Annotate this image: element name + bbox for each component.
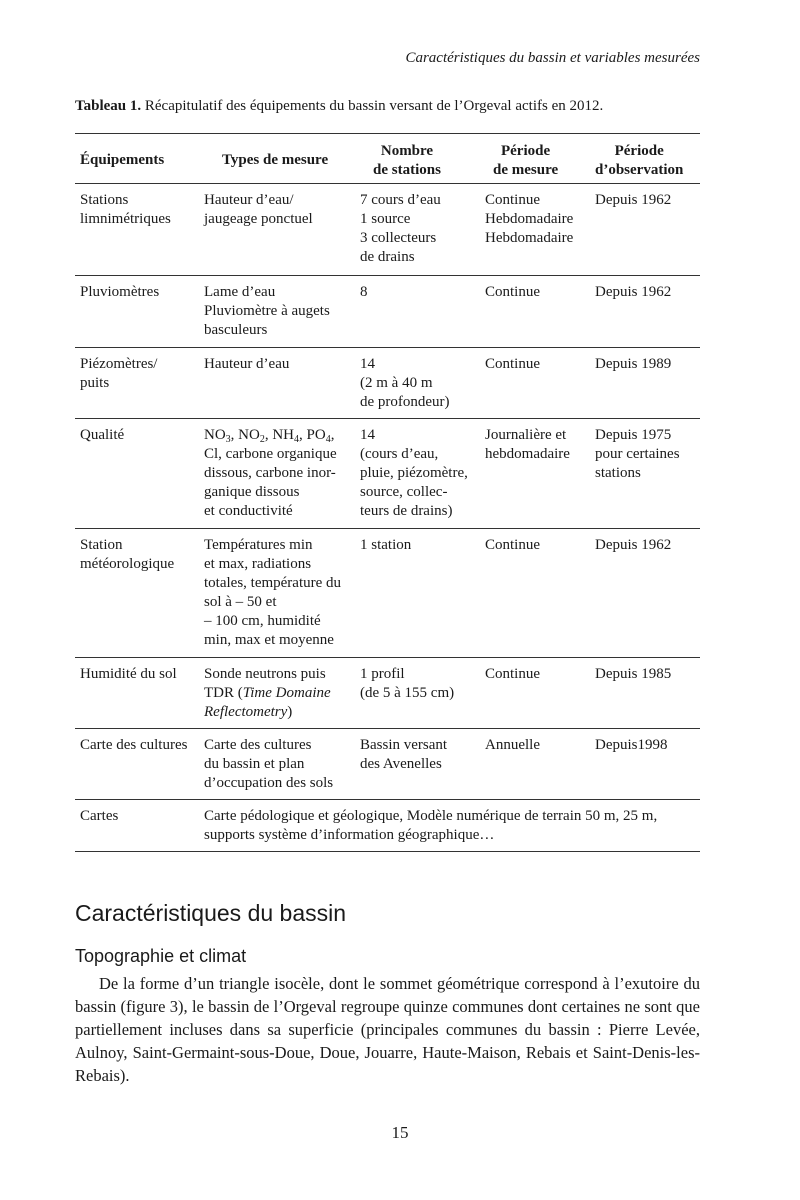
table-cell: Continue: [485, 284, 540, 300]
table-cell: Depuis 1975 pour certaines stations: [595, 427, 680, 481]
table-row: [75, 275, 700, 347]
text: , Cl, carbone organique dissous, carbone inor- ganique dissous et conductivité: [204, 427, 337, 519]
header-cell: Types de mesure: [222, 152, 329, 168]
text: ): [287, 704, 293, 720]
table-cell: 8: [360, 284, 368, 300]
table-cell: Pluviomètres: [80, 284, 160, 300]
table-row: [75, 728, 700, 799]
page-number: 15: [391, 1123, 409, 1142]
table-cell: Bassin versant des Avenelles: [360, 737, 448, 772]
header-cell: Période d’observation: [595, 143, 684, 178]
table-row: [75, 799, 700, 852]
text: , NH: [264, 427, 295, 443]
table-header-row: [75, 133, 700, 183]
table-row: [75, 528, 700, 657]
running-head: Caractéristiques du bassin et variables mesurées: [405, 50, 700, 66]
header-cell: Période de mesure: [493, 143, 559, 178]
subscript: 3: [225, 434, 231, 445]
table-cell: Piézomètres/ puits: [80, 356, 158, 391]
text: , NO: [230, 427, 260, 443]
table-row: [75, 418, 700, 528]
subscript: 2: [259, 434, 265, 445]
table-cell: 14 (cours d’eau, pluie, piézomètre, source, collec- teurs de drains): [360, 427, 468, 519]
table-cell: Continue: [485, 356, 540, 372]
table-cell: Annuelle: [485, 737, 540, 753]
table-cell: Depuis 1962: [595, 537, 672, 553]
subscript: 4: [294, 434, 300, 445]
table-cell: 7 cours d’eau 1 source 3 collecteurs de drains: [360, 192, 441, 265]
equipment-table: [75, 133, 700, 852]
text: NO: [204, 427, 226, 443]
table-row: [75, 347, 700, 418]
table-cell: Depuis1998: [595, 737, 668, 753]
header-cell: Équipements: [80, 152, 165, 168]
table-cell: [204, 426, 337, 521]
table-row: [75, 183, 700, 275]
table-cell: Hauteur d’eau: [204, 356, 290, 372]
caption-text: Récapitulatif des équipements du bassin versant de l’Orgeval actifs en 2012.: [141, 98, 604, 114]
caption-label: Tableau 1.: [75, 98, 142, 114]
table-cell: 14 (2 m à 40 m de profondeur): [360, 356, 450, 410]
table-cell: 1 profil (de 5 à 155 cm): [360, 666, 455, 701]
table-cell: Journalière et hebdomadaire: [485, 427, 570, 462]
section-title: Caractéristiques du bassin: [75, 900, 347, 926]
table-cell: Continue: [485, 666, 540, 682]
table-cell: Hauteur d’eau/ jaugeage ponctuel: [204, 192, 313, 227]
table-cell: Températures min et max, radiations totales, température du sol à – 50 et – 100 cm, humidité min, max et moyenne: [204, 537, 342, 648]
table-cell: 1 station: [360, 537, 412, 553]
text: , PO: [299, 427, 326, 443]
table-cell: [204, 665, 331, 722]
table-cell: Station météorologique: [80, 537, 175, 572]
table-cell: Lame d’eau Pluviomètre à augets basculeurs: [204, 284, 330, 338]
table-cell: Depuis 1962: [595, 192, 672, 208]
header-cell: Nombre de stations: [373, 143, 441, 178]
table-cell: Humidité du sol: [80, 666, 177, 682]
text: Sonde neutrons puis TDR (: [204, 666, 326, 701]
table-cell: Carte des cultures: [80, 737, 188, 753]
italic-text: Time Domaine Reflectometry: [204, 685, 331, 720]
table-cell: Qualité: [80, 427, 125, 443]
table-cell: Depuis 1985: [595, 666, 672, 682]
table-caption: [75, 98, 603, 115]
table-row: [75, 657, 700, 728]
table-cell: Carte des cultures du bassin et plan d’occupation des sols: [204, 737, 334, 791]
table-cell: Stations limnimétriques: [80, 192, 171, 227]
body-paragraph: De la forme d’un triangle isocèle, dont le sommet géométrique correspond à l’exutoire du bassin (figure 3), le bassin de l’Orgeval regroupe quinze communes dont certaines ne sont que partiellement incluses dans sa superficie (principales communes du bassin : Pierre Levée, Aulnoy, Saint-Germaint-sous-Doue, Doue, Jouarre, Haute-Maison, Rebais et Saint-Denis-les-Rebais).: [75, 974, 700, 1085]
subscript: 4: [325, 434, 331, 445]
table-cell: Depuis 1962: [595, 284, 672, 300]
table-cell: Carte pédologique et géologique, Modèle numérique de terrain 50 m, 25 m, supports système d’information géographique…: [204, 808, 658, 843]
table-cell: Continue: [485, 537, 540, 553]
subsection-title: Topographie et climat: [75, 946, 247, 966]
table-cell: Continue Hebdomadaire Hebdomadaire: [485, 192, 574, 246]
table-cell: Depuis 1989: [595, 356, 672, 372]
table-cell: Cartes: [80, 808, 119, 824]
